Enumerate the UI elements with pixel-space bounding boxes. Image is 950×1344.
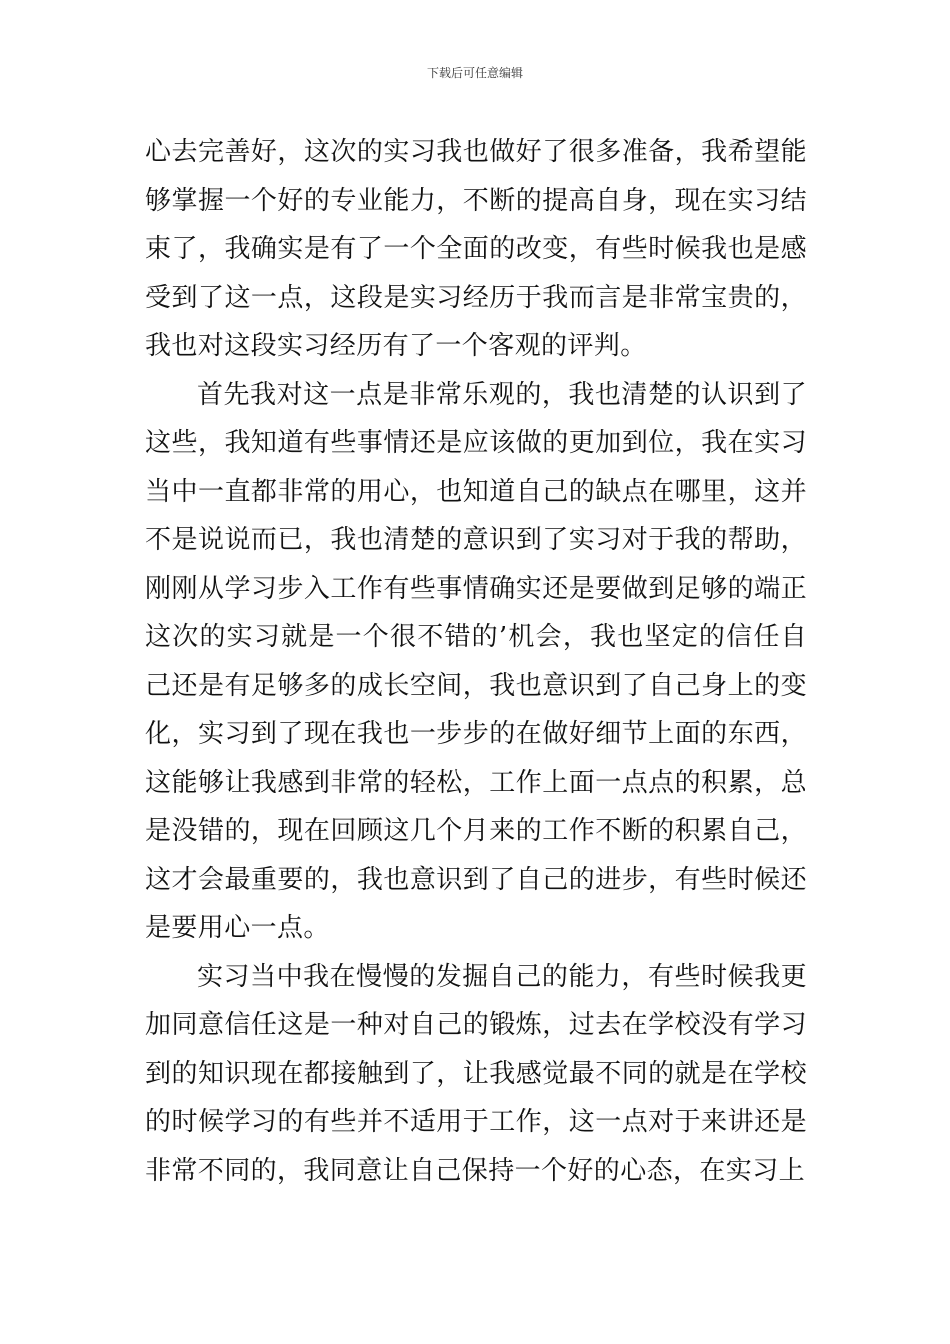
paragraph-3: 实习当中我在慢慢的发掘自己的能力，有些时候我更加同意信任这是一种对自己的锻炼，过去在学校没有学习到的知识现在都接触到了，让我感觉最不同的就是在学校的时候学习的有些并不适用于工作，这一点对于来讲还是非常不同的，我同意让自己保持一个好的心态，在实习上 bbox=[145, 961, 807, 1186]
paragraph-2: 首先我对这一点是非常乐观的，我也清楚的认识到了这些，我知道有些事情还是应该做的更加到位，我在实习当中一直都非常的用心，也知道自己的缺点在哪里，这并不是说说而已，我也清楚的意识到了实习对于我的帮助，刚刚从学习步入工作有些事情确实还是要做到足够的端正这次的实习就是一个很不错的’机会，我也坚定的信任自己还是有足够多的成长空间，我也意识到了自己身上的变化，实习到了现在我也一步步的在做好细节上面的东西，这能够让我感到非常的轻松，工作上面一点点的积累，总是没错的，现在回顾这几个月来的工作不断的积累自己，这才会最重要的，我也意识到了自己的进步，有些时候还是要用心一点。 bbox=[145, 379, 807, 943]
paragraph-1: 心去完善好，这次的实习我也做好了很多准备，我希望能够掌握一个好的专业能力，不断的提高自身，现在实习结束了，我确实是有了一个全面的改变，有些时候我也是感受到了这一点，这段是实习经历于我而言是非常宝贵的，我也对这段实习经历有了一个客观的评判。 bbox=[145, 137, 807, 361]
document-body bbox=[145, 128, 807, 1195]
page-header: 下载后可任意编辑 bbox=[426, 66, 523, 80]
